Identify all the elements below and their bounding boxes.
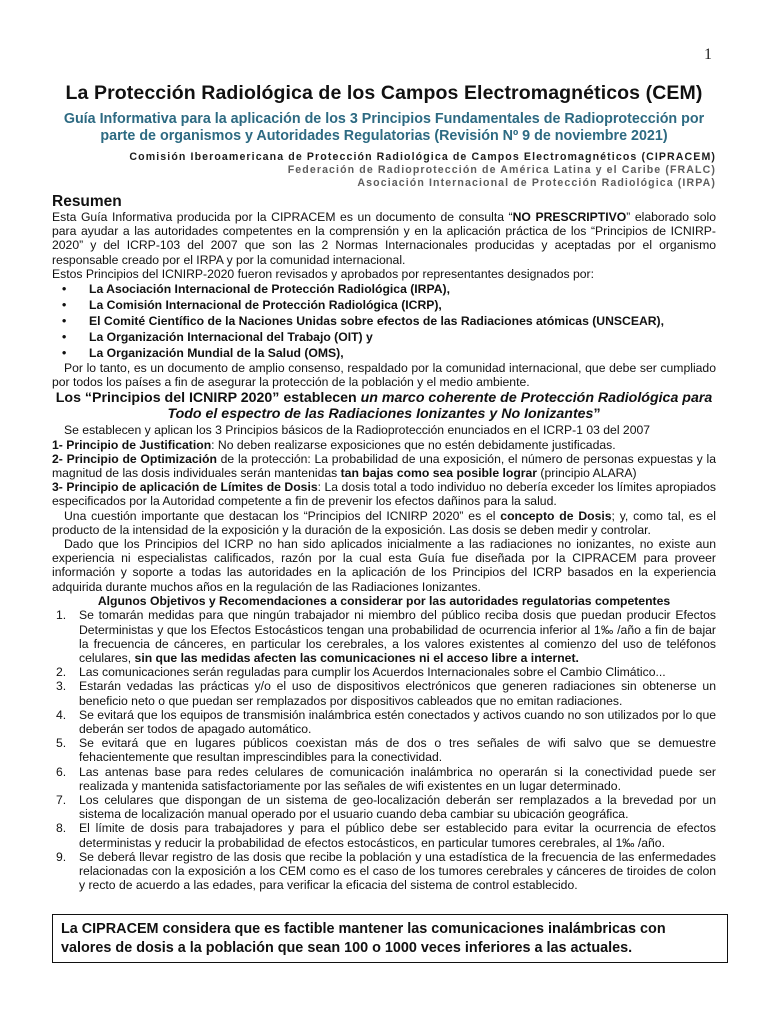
list-item: 5. Se evitará que en lugares públicos coexistan más de dos o tres señales de wifi salvo que se demuestre fehacientemente que resultan imprescindibles para la conectividad. — [56, 736, 716, 765]
list-item: • La Organización Mundial de la Salud (OMS), — [62, 346, 344, 361]
principle-justification: 1- Principio de Justification: No deben realizarse exposiciones que no estén debidamente justificadas. — [52, 437, 616, 452]
resumen-paragraph-1: Esta Guía Informativa producida por la CIPRACEM es un documento de consulta “NO PRESCRIPTIVO” elaborado solo para ayudar a las autoridades competentes en la comprensión y en la aplicación práctica de los “Principios de ICNIRP-2020” y del ICRP-103 del 2007 que son las 2 Normas Internacionales producidas y aceptadas por el organismo responsable creado por el IRPA y por la comunidad internacional. — [52, 210, 717, 267]
bullet-icon: • — [62, 314, 67, 329]
org-fralc: Federación de Radioprotección de América Latina y el Caribe (FRALC) — [287, 164, 716, 176]
list-item: • La Asociación Internacional de Protección Radiológica (IRPA), — [62, 282, 450, 297]
bullet-icon: • — [62, 346, 67, 361]
resumen-paragraph-2: Estos Principios del ICNIRP-2020 fueron revisados y aprobados por representantes designados por: — [52, 266, 594, 281]
page-number: 1 — [704, 46, 712, 63]
list-item: • El Comité Científico de la Naciones Unidas sobre efectos de las Radiaciones atómicas (UNSCEAR), — [62, 314, 665, 329]
guide-purpose-paragraph: Dado que los Principios del ICRP no han sido aplicados inicialmente a las radiaciones no ionizantes, no existe aun experiencia ni especialistas calificados, razón por la cual esta Guía fue diseñada por la CIPRACEM para proveer información y soporte a todas las autoridades en la aplicación de los Principios del ICRP basados en la experiencia adquirida durante muchos años en la regulación de las Radiaciones Ionizantes. — [52, 537, 716, 594]
document-subtitle: Guía Informativa para la aplicación de los 3 Principios Fundamentales de Radioprotección por parte de organismos y Autoridades Regulatorias (Revisión Nº 9 de noviembre 2021) — [63, 111, 705, 144]
list-item: 9. Se deberá llevar registro de las dosis que recibe la población y una estadística de la frecuencia de las enfermedades relacionadas con la exposición a los CEM como es el caso de los tumores cerebrales y cánceres de tiroides de colon y recto de acuerdo a las edades, para verificar la eficacia del sistema de control establecido. — [56, 849, 716, 893]
list-item: 2. Las comunicaciones serán reguladas para cumplir los Acuerdos Internacionales sobre el Cambio Climático... — [56, 665, 666, 680]
list-item: 7. Los celulares que dispongan de un sistema de geo-localización deberán ser remplazados a la brevedad por un sistema de localización manual operado por el usuario cuando deba cambiar su ubicación geográfica. — [56, 793, 716, 822]
list-item: 3. Estarán vedadas las prácticas y/o el uso de dispositivos electrónicos que generen radiaciones sin obtenerse un beneficio neto o que puedan ser remplazados por dispositivos cableados que no emitan radiaciones. — [56, 679, 716, 708]
dose-concept-paragraph: Una cuestión importante que destacan los “Principios del ICNIRP 2020” es el concepto de Dosis; y, como tal, es el producto de la intensidad de la exposición y la duración de la exposición. Las dosis se deben medir y controlar. — [52, 508, 716, 537]
document-page — [52, 40, 716, 892]
org-irpa: Asociación Internacional de Protección Radiológica (IRPA) — [357, 177, 716, 189]
bullet-icon: • — [62, 282, 67, 297]
list-item: • La Organización Internacional del Trabajo (OIT) y — [62, 330, 373, 345]
org-cipracem: Comisión Iberoamericana de Protección Radiológica de Campos Electromagnéticos (CIPRACEM) — [129, 151, 716, 163]
list-item: • La Comisión Internacional de Protección Radiológica (ICRP), — [62, 298, 442, 313]
document-title: La Protección Radiológica de los Campos Electromagnéticos (CEM) — [65, 82, 703, 104]
principle-dose-limits: 3- Principio de aplicación de Límites de Dosis: La dosis total a todo individuo no debería exceder los límites apropiados especificados por la Autoridad competente a fin de prevenir los efectos dañinos para la salud. — [52, 480, 716, 509]
organizations-list — [52, 281, 716, 361]
objectives-heading: Algunos Objetivos y Recomendaciones a considerar por las autoridades regulatorias competentes — [97, 593, 671, 608]
list-item: 8. El límite de dosis para trabajadores y para el público debe ser establecido para evitar la ocurrencia de efectos deterministas y reducir la probabilidad de efectos estocásticos, en particular tumores cerebrales, al 1‰ /año. — [56, 821, 716, 850]
resumen-paragraph-3: Por lo tanto, es un documento de amplio consenso, respaldado por la comunidad internacional, que debe ser cumpliado por todos los países a fin de asegurar la protección de la población y el medio ambiente. — [52, 361, 716, 390]
principles-heading: Los “Principios del ICNIRP 2020” establecen un marco coherente de Protección Radiológica para Todo el espectro de las Radiaciones Ionizantes y No Ionizantes” — [55, 390, 713, 423]
list-item: 1. Se tomarán medidas para que ningún trabajador ni miembro del público reciba dosis que puedan producir Efectos Deterministas y que los Efectos Estocásticos tengan una probabilidad de ocurrencia inferior al 1‰ /año a fin de bajar la frecuencia de cánceres, en particular los cerebrales, a los valores existentes al comienzo del uso de teléfonos celulares, sin que las medidas afecten las comunicaciones ni el acceso libre a internet. — [56, 608, 716, 665]
bullet-icon: • — [62, 330, 67, 345]
principle-optimization: 2- Principio de Optimización de la protección: La probabilidad de una exposición, el número de personas expuestas y la magnitud de las dosis individuales serán mantenidas tan bajas como sea posible lograr (principio ALARA) — [52, 451, 716, 481]
resumen-heading: Resumen — [52, 193, 122, 210]
principles-intro: Se establecen y aplican los 3 Principios básicos de la Radioprotección enunciados en el ICRP-1 03 del 2007 — [64, 423, 651, 438]
conclusion-box: La CIPRACEM considera que es factible mantener las comunicaciones inalámbricas con valores de dosis a la población que sean 100 o 1000 veces inferiores a las actuales. — [52, 914, 728, 963]
list-item: 4. Se evitará que los equipos de transmisión inalámbrica estén conectados y activos cuando no son utilizados por lo que deberán ser todos de apagado automático. — [56, 707, 716, 736]
list-item: 6. Las antenas base para redes celulares de comunicación inalámbrica no operarán si la conectividad puede ser realizada y mantenida satisfactoriamente por las señales de wifi existentes en un lugar determinado. — [56, 764, 716, 793]
objectives-list — [52, 608, 716, 892]
bullet-icon: • — [62, 298, 67, 313]
